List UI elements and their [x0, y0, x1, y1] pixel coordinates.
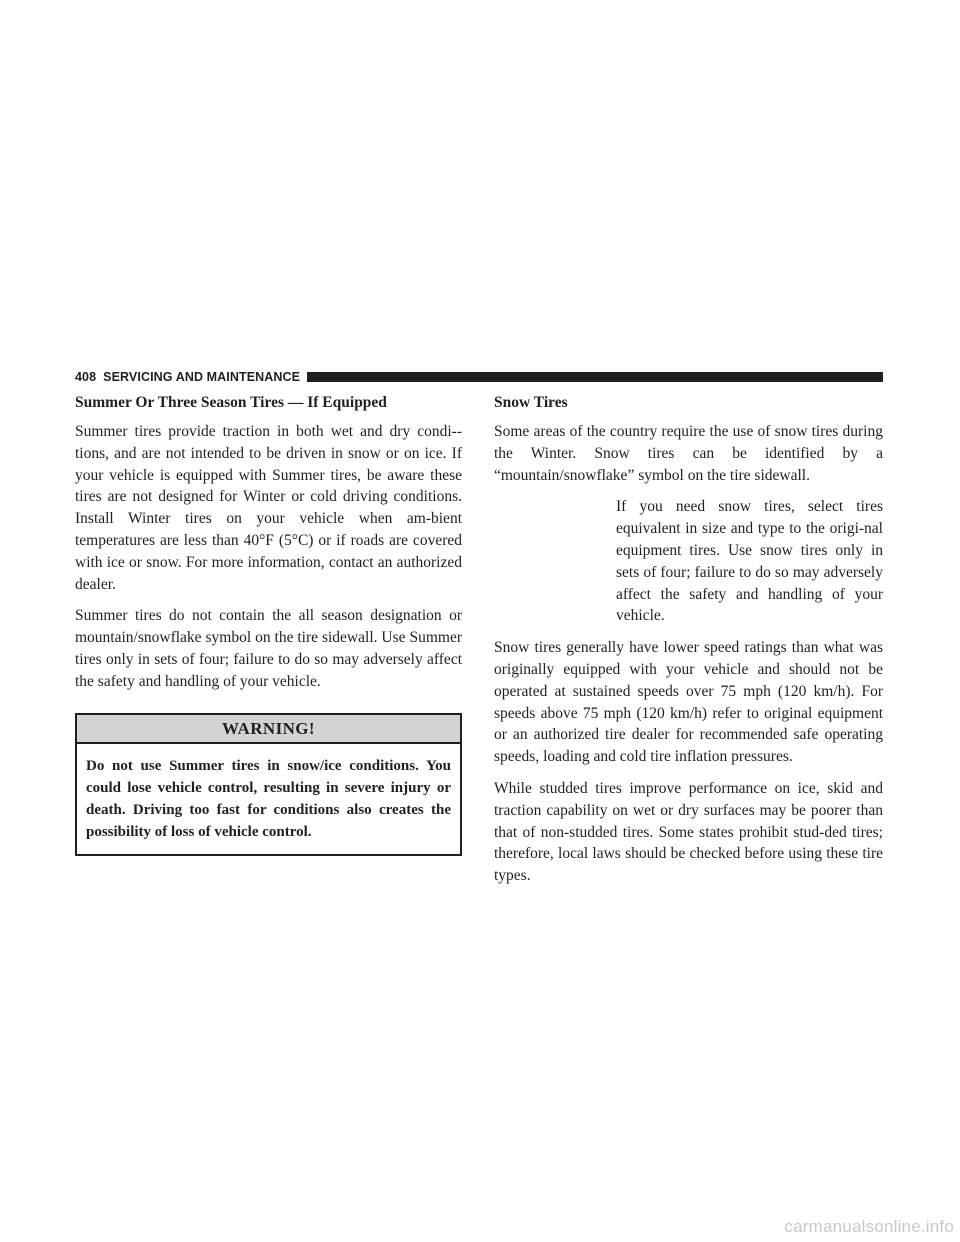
snow-tires-paragraph-4: While studded tires improve performance on ice, skid and traction capability on wet or dry surfaces may be poorer than that of non-studded tires. Some states prohibit stud-ded tires; therefore, local laws should be checked before using these tire types.	[494, 779, 883, 885]
page-number: 408	[75, 370, 97, 384]
snow-tires-paragraph-3: Snow tires generally have lower speed ratings than what was originally equipped with your vehicle and should not be operated at sustained speeds over 75 mph (120 km/h). For speeds above 75 mph (120 km/h) refer to original equipment or an authorized tire dealer for recommended safe operating speeds, loading and cold tire inflation pressures.	[494, 639, 883, 766]
summer-tires-heading: Summer Or Three Season Tires — If Equipped	[75, 394, 387, 411]
warning-text: Do not use Summer tires in snow/ice conditions. You could lose vehicle control, resulting in severe injury or death. Driving too fast for conditions also creates the possibility of loss of vehicle control.	[86, 757, 451, 840]
watermark: carmanualsonline.info	[784, 1217, 954, 1236]
left-column	[75, 393, 462, 856]
snow-tires-paragraph-2: If you need snow tires, select tires equivalent in size and type to the origi-nal equipment tires. Use snow tires only in sets of four; failure to do so may adversely affect the safety and handling of your vehicle.	[616, 498, 883, 625]
summer-tires-paragraph-1: Summer tires provide traction in both wet and dry condi-tions, and are not intended to be driven in snow or on ice. If your vehicle is equipped with Summer tires, be aware these tires are not designed for Winter or cold driving conditions. Install Winter tires on your vehicle when am-bient temperatures are less than 40°F (5°C) or if roads are covered with ice or snow. For more information, contact an authorized dealer.	[75, 423, 462, 593]
section-title: SERVICING AND MAINTENANCE	[103, 370, 301, 384]
warning-box	[75, 713, 462, 856]
snow-tires-heading: Snow Tires	[494, 394, 568, 411]
right-column	[494, 393, 883, 897]
warning-title: WARNING!	[77, 715, 460, 744]
summer-tires-paragraph-2: Summer tires do not contain the all season designation or mountain/snowflake symbol on the tire sidewall. Use Summer tires only in sets of four; failure to do so may adversely affect the safety and handling of your vehicle.	[75, 607, 462, 690]
snow-tires-paragraph-1: Some areas of the country require the use of snow tires during the Winter. Snow tires can be identified by a “mountain/snowflake” symbol on the tire sidewall.	[494, 423, 883, 484]
page-header	[75, 369, 883, 385]
header-rule	[307, 372, 883, 382]
